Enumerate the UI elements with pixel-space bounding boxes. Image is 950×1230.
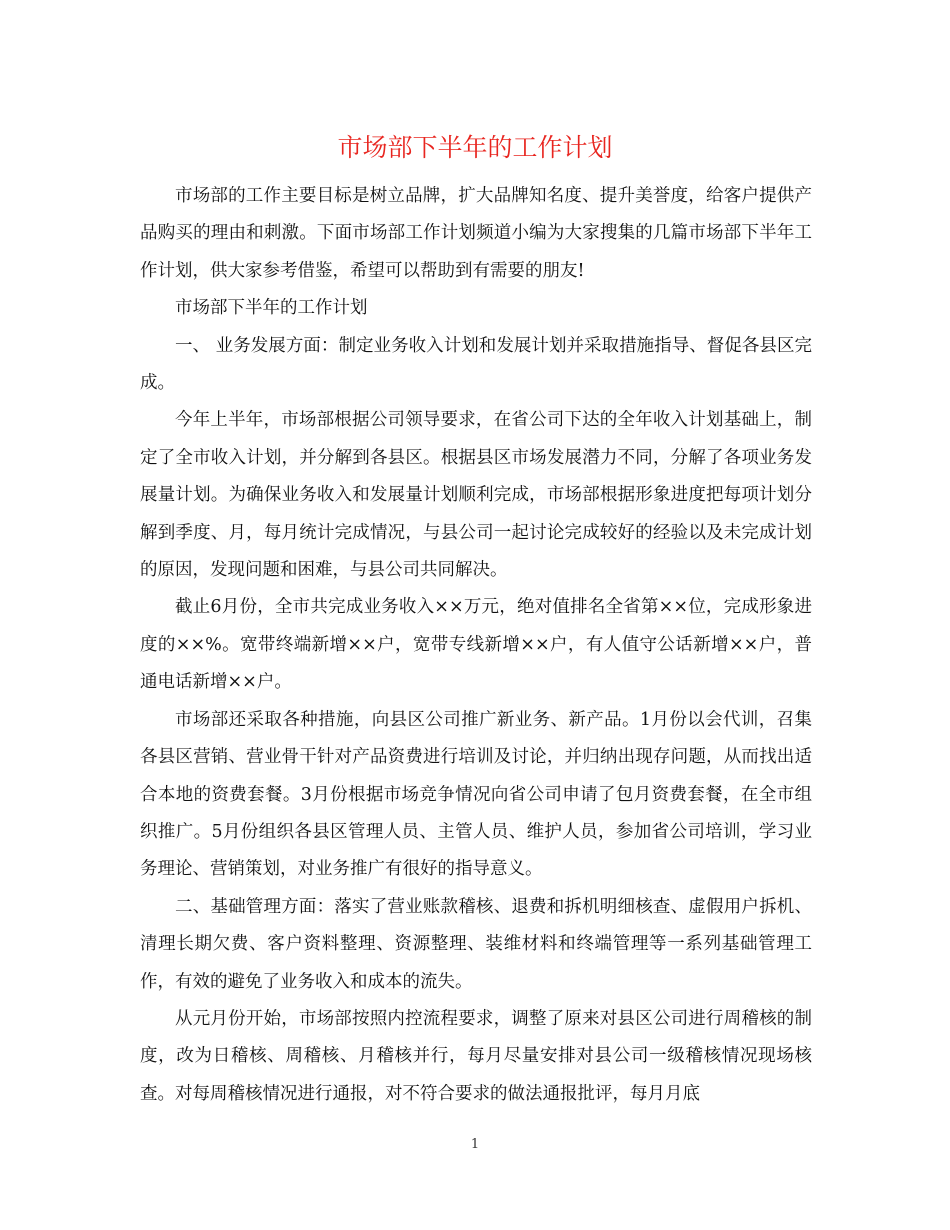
paragraph-plan-details: 今年上半年，市场部根据公司领导要求，在省公司下达的全年收入计划基础上，制定了全市收入计划，并分解到各县区。根据县区市场发展潜力不同，分解了各项业务发展量计划。为确保业务收入和发展量计划顺利完成，市场部根据形象进度把每项计划分解到季度、月，每月统计完成情况，与县公司一起讨论完成较好的经验以及未完成计划的原因，发现问题和困难，与县公司共同解决。 [140, 410, 812, 581]
document-body [140, 178, 812, 1113]
page-number: 1 [470, 1137, 480, 1152]
paragraph-section-1: 一、 业务发展方面：制定业务收入计划和发展计划并采取措施指导、督促各县区完成。 [140, 335, 812, 394]
paragraph-audit: 从元月份开始，市场部按照内控流程要求，调整了原来对县区公司进行周稽核的制度，改为日稽核、周稽核、月稽核并行，每月尽量安排对县公司一级稽核情况现场核查。对每周稽核情况进行通报，对不符合要求的做法通报批评，每月月底 [140, 1008, 812, 1104]
paragraph-intro: 市场部的工作主要目标是树立品牌，扩大品牌知名度、提升美誉度，给客户提供产品购买的理由和刺激。下面市场部工作计划频道小编为大家搜集的几篇市场部下半年工作计划，供大家参考借鉴，希望可以帮助到有需要的朋友! [140, 186, 812, 281]
paragraph-june-results: 截止6月份，全市共完成业务收入××万元，绝对值排名全省第××位，完成形象进度的××%。宽带终端新增××户，宽带专线新增××户，有人值守公话新增××户，普通电话新增××户。 [140, 597, 812, 693]
document-title: 市场部下半年的工作计划 [337, 133, 613, 162]
paragraph-section-2: 二、基础管理方面：落实了营业账款稽核、退费和拆机明细核查、虚假用户拆机、清理长期欠费、客户资料整理、资源整理、装维材料和终端管理等一系列基础管理工作，有效的避免了业务收入和成本的流失。 [140, 896, 812, 992]
paragraph-promotion: 市场部还采取各种措施，向县区公司推广新业务、新产品。1月份以会代训，召集各县区营销、营业骨干针对产品资费进行培训及讨论，并归纳出现存问题，从而找出适合本地的资费套餐。3月份根据市场竞争情况向省公司申请了包月资费套餐，在全市组织推广。5月份组织各县区管理人员、主管人员、维护人员，参加省公司培训，学习业务理论、营销策划，对业务推广有很好的指导意义。 [140, 709, 812, 880]
paragraph-subtitle: 市场部下半年的工作计划 [175, 298, 368, 319]
